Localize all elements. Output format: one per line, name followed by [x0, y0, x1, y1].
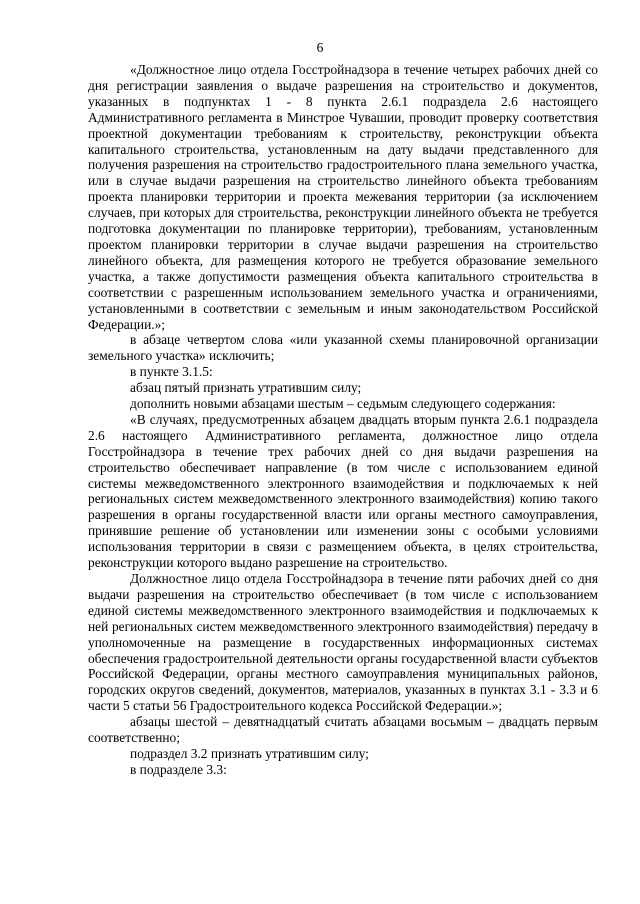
paragraph-add-new-abzacs: дополнить новыми абзацами шестым – седьмым следующего содержания:: [130, 396, 556, 412]
paragraph-subsection-3-2-void: подраздел 3.2 признать утратившим силу;: [130, 745, 369, 761]
paragraph-quoted-inspection-clause: «Должностное лицо отдела Госстройнадзора в течение четырех рабочих дней со дня регистрации заявления о выдаче разрешения на строительство и документов, указанных в подпунктах 1 - 8 пункта 2.6.1 подраздела 2.6 настоящего Административного регламента в Минстрое Чувашии, проводит проверку соответствия проектной документации требованиям к строительству, реконструкции объекта капитального строительства, установленным на дату выдачи представленного для получения разрешения на строительство градостроительного плана земельного участка, или в случае выдачи разрешения на строительство линейного объекта требованиям проекта планировки территории и проекта межевания территории (за исключением случаев, при которых для строительства, реконструкции линейного объекта не требуется подготовка документации по планировке территории), требованиям, установленным проектом планировки территории в случае выдачи разрешения на строительство линейного объекта, для размещения которого не требуется образование земельного участка, а также допустимости размещения объекта капитального строительства в соответствии с разрешенным использованием земельного участка и ограничениями, установленными в соответствии с земельным и иным законодательством Российской Федерации.»;: [88, 62, 598, 332]
document-body: [88, 62, 598, 778]
paragraph-fifth-abzac-void: абзац пятый признать утратившим силу;: [130, 380, 362, 396]
paragraph-renumber-abzacs: абзацы шестой – девятнадцатый считать абзацами восьмым – двадцать первым соответственно;: [88, 714, 598, 746]
paragraph-quoted-transfer-info: Должностное лицо отдела Госстройнадзора в течение пяти рабочих дней со дня выдачи разрешения на строительство обеспечивает (в том числе с использованием единой системы межведомственного электронного взаимодействия и подключаемых к ней региональных систем межведомственного электронного взаимодействия) передачу в уполномоченные на размещение в государственных информационных системах обеспечения градостроительной деятельности органы государственной власти субъектов Российской Федерации, органы местного самоуправления муниципальных районов, городских округов сведений, документов, материалов, указанных в пунктах 3.1 - 3.3 и 6 части 5 статьи 56 Градостроительного кодекса Российской Федерации.»;: [88, 571, 598, 714]
page-number: 6: [316, 40, 324, 55]
paragraph-quoted-copy-direction: «В случаях, предусмотренных абзацем двадцать вторым пункта 2.6.1 подраздела 2.6 настоящего Административного регламента, должностное лицо отдела Госстройнадзора в течение трех рабочих дней со дня выдачи разрешения на строительство обеспечивает направление (в том числе с использованием единой системы межведомственного электронного взаимодействия и подключаемых к ней региональных систем межведомственного электронного взаимодействия) копию такого разрешения в органы государственной власти или органы местного самоуправления, принявшие решение об установлении или изменении зоны с особыми условиями использования территории в связи с размещением объекта, в целях строительства, реконструкции которого выдано разрешение на строительство.: [88, 411, 598, 571]
paragraph-point-3-1-5: в пункте 3.1.5:: [130, 364, 213, 380]
paragraph-subsection-3-3: в подразделе 3.3:: [130, 761, 227, 777]
paragraph-amendment-fourth-abzac: в абзаце четвертом слова «или указанной схемы планировочной организации земельного участка» исключить;: [88, 332, 598, 364]
